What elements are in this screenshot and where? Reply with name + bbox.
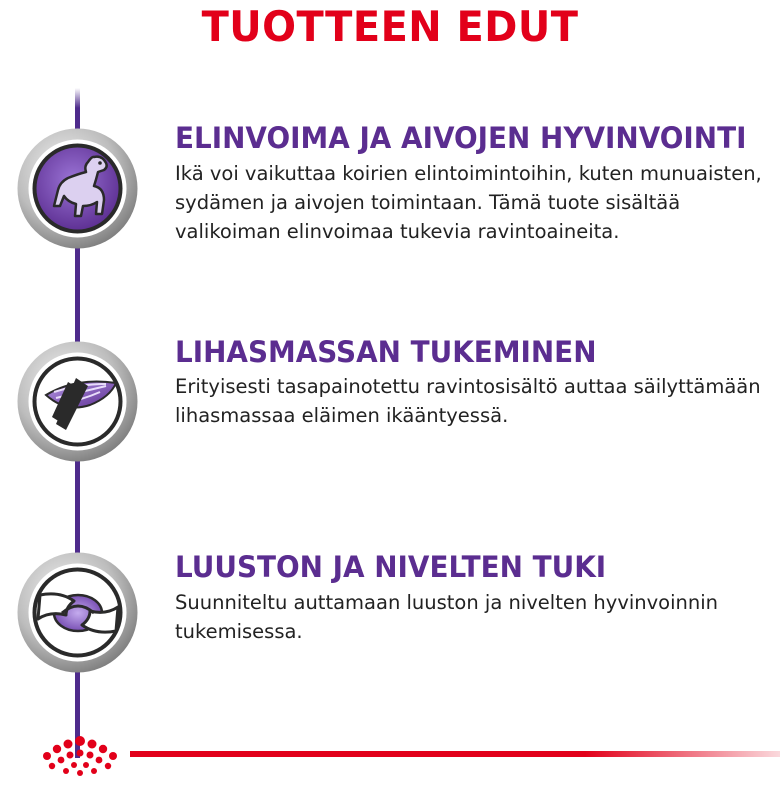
dog-icon xyxy=(16,127,139,250)
feature-body-vitality: Ikä voi vaikuttaa koirien elintoimintoihin, kuten munuaisten, sydämen ja aivojen toimintaan. Tämä tuote sisältää valikoiman elinvoimaa tukevia ravintoaineita. xyxy=(175,162,762,243)
timeline-fade xyxy=(75,88,80,108)
feature-body-joints: Suunniteltu auttamaan luuston ja nivelten hyvinvoinnin tukemisessa. xyxy=(175,591,719,643)
footer-line xyxy=(130,751,780,757)
joint-icon xyxy=(16,551,139,674)
page-title: TUOTTEEN EDUT xyxy=(201,2,579,51)
royal-canin-crown-logo xyxy=(34,733,126,781)
feature-title-joints: LUUSTON JA NIVELTEN TUKI xyxy=(175,550,607,584)
feature-title-vitality: ELINVOIMA JA AIVOJEN HYVINVOINTI xyxy=(175,121,747,155)
feature-body-muscle: Erityisesti tasapainotettu ravintosisältö auttaa säilyttämään lihasmassaa eläimen ikääntyessä. xyxy=(175,375,761,427)
muscle-icon xyxy=(16,340,139,463)
feature-title-muscle: LIHASMASSAN TUKEMINEN xyxy=(175,335,597,369)
